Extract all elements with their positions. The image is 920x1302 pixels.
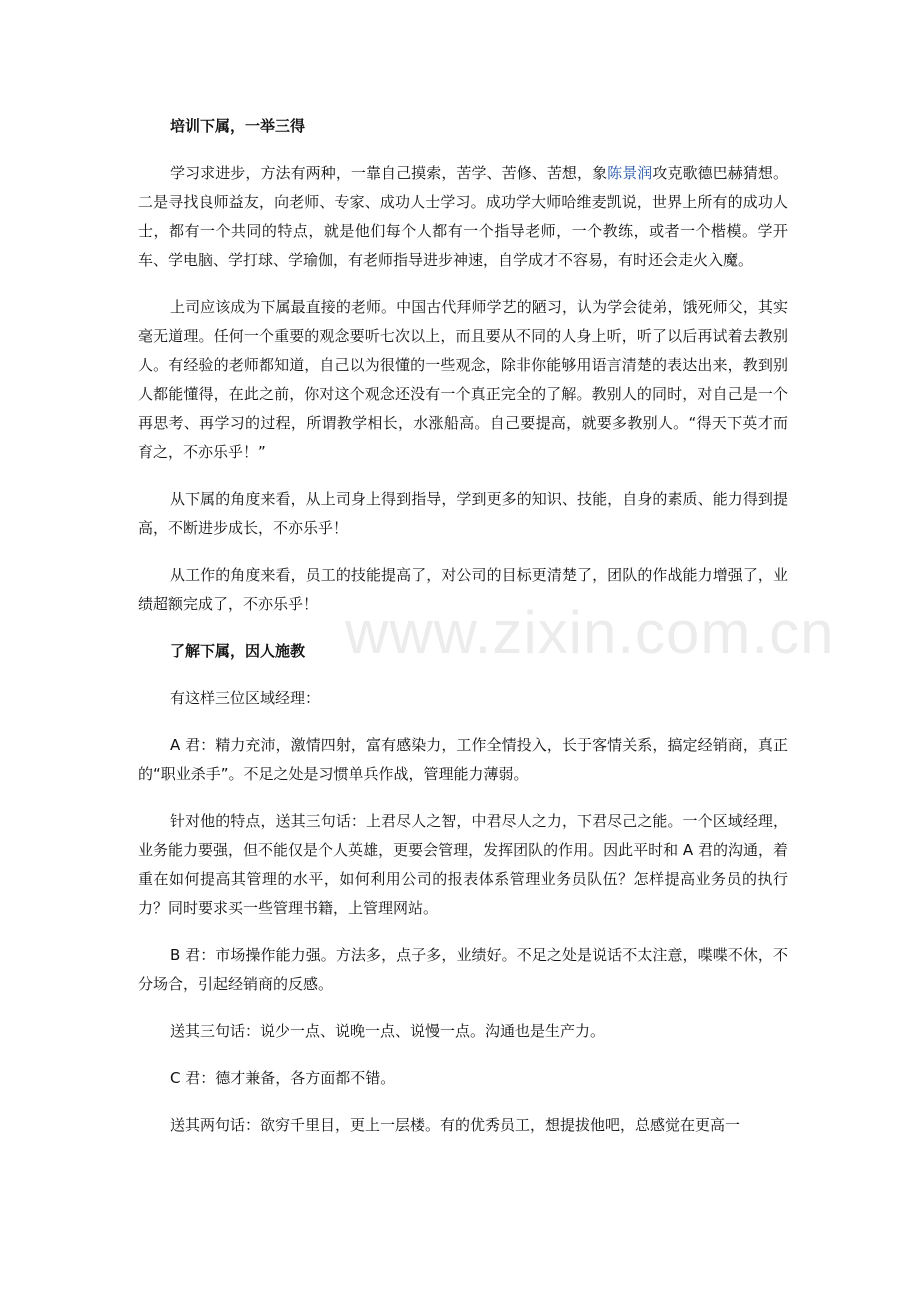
paragraph: 送其两句话：欲穷千里目，更上一层楼。有的优秀员工，想提拔他吧，总感觉在更高一 — [170, 1116, 741, 1134]
paragraph — [138, 159, 788, 275]
paragraph: 从工作的角度来看，员工的技能提高了，对公司的目标更清楚了，团队的作战能力增强了，业绩超额完成了，不亦乐乎！ — [138, 566, 788, 613]
name-link[interactable]: 陈景润 — [607, 164, 653, 182]
paragraph: B 君：市场操作能力强。方法多，点子多，业绩好。不足之处是说话不太注意，喋喋不休，不分场合，引起经销商的反感。 — [138, 946, 788, 993]
paragraph-text: 攻克歌德巴赫猜想。二是寻找良师益友，向老师、专家、成功人士学习。成功学大师哈维麦凯说，世界上所有的成功人士，都有一个共同的特点，就是他们每个人都有一个指导老师，一个教练，或者一个楷模。学开车、学电脑、学打球、学瑜伽，有老师指导进步神速，自学成才不容易，有时还会走火入魔。 — [138, 164, 788, 269]
section-heading-training: 培训下属，一举三得 — [170, 117, 306, 135]
paragraph: 有这样三位区域经理： — [170, 689, 321, 707]
paragraph-text: 学习求进步，方法有两种，一靠自己摸索，苦学、苦修、苦想，象 — [170, 164, 608, 182]
paragraph: 从下属的角度来看，从上司身上得到指导，学到更多的知识、技能，自身的素质、能力得到提高，不断进步成长，不亦乐乎！ — [138, 490, 788, 537]
paragraph: 针对他的特点，送其三句话：上君尽人之智，中君尽人之力，下君尽己之能。一个区域经理，业务能力要强，但不能仅是个人英雄，更要会管理，发挥团队的作用。因此平时和 A 君的沟通，着重在如何提高其管理的水平，如何利用公司的报表体系管理业务员队伍？怎样提高业务员的执行力？同时要求买一些管理书籍，上管理网站。 — [138, 812, 788, 917]
watermark-text: www.zixin.com.cn — [345, 599, 835, 666]
section-heading-understand: 了解下属，因人施教 — [170, 642, 306, 660]
paragraph: C 君：德才兼备，各方面都不错。 — [170, 1069, 396, 1087]
paragraph: A 君：精力充沛，激情四射，富有感染力，工作全情投入，长于客情关系，搞定经销商，真正的“职业杀手”。不足之处是习惯单兵作战，管理能力薄弱。 — [138, 736, 788, 783]
paragraph: 上司应该成为下属最直接的老师。中国古代拜师学艺的陋习，认为学会徒弟，饿死师父，其实毫无道理。任何一个重要的观念要听七次以上，而且要从不同的人身上听，听了以后再试着去教别人。有经验的老师都知道，自己以为很懂的一些观念，除非你能够用语言清楚的表达出来，教到别人都能懂得，在此之前，你对这个观念还没有一个真正完全的了解。教别人的同时，对自己是一个再思考、再学习的过程，所谓教学相长，水涨船高。自己要提高，就要多教别人。“得天下英才而育之，不亦乐乎！” — [138, 298, 788, 461]
paragraph: 送其三句话：说少一点、说晚一点、说慢一点。沟通也是生产力。 — [170, 1022, 606, 1040]
